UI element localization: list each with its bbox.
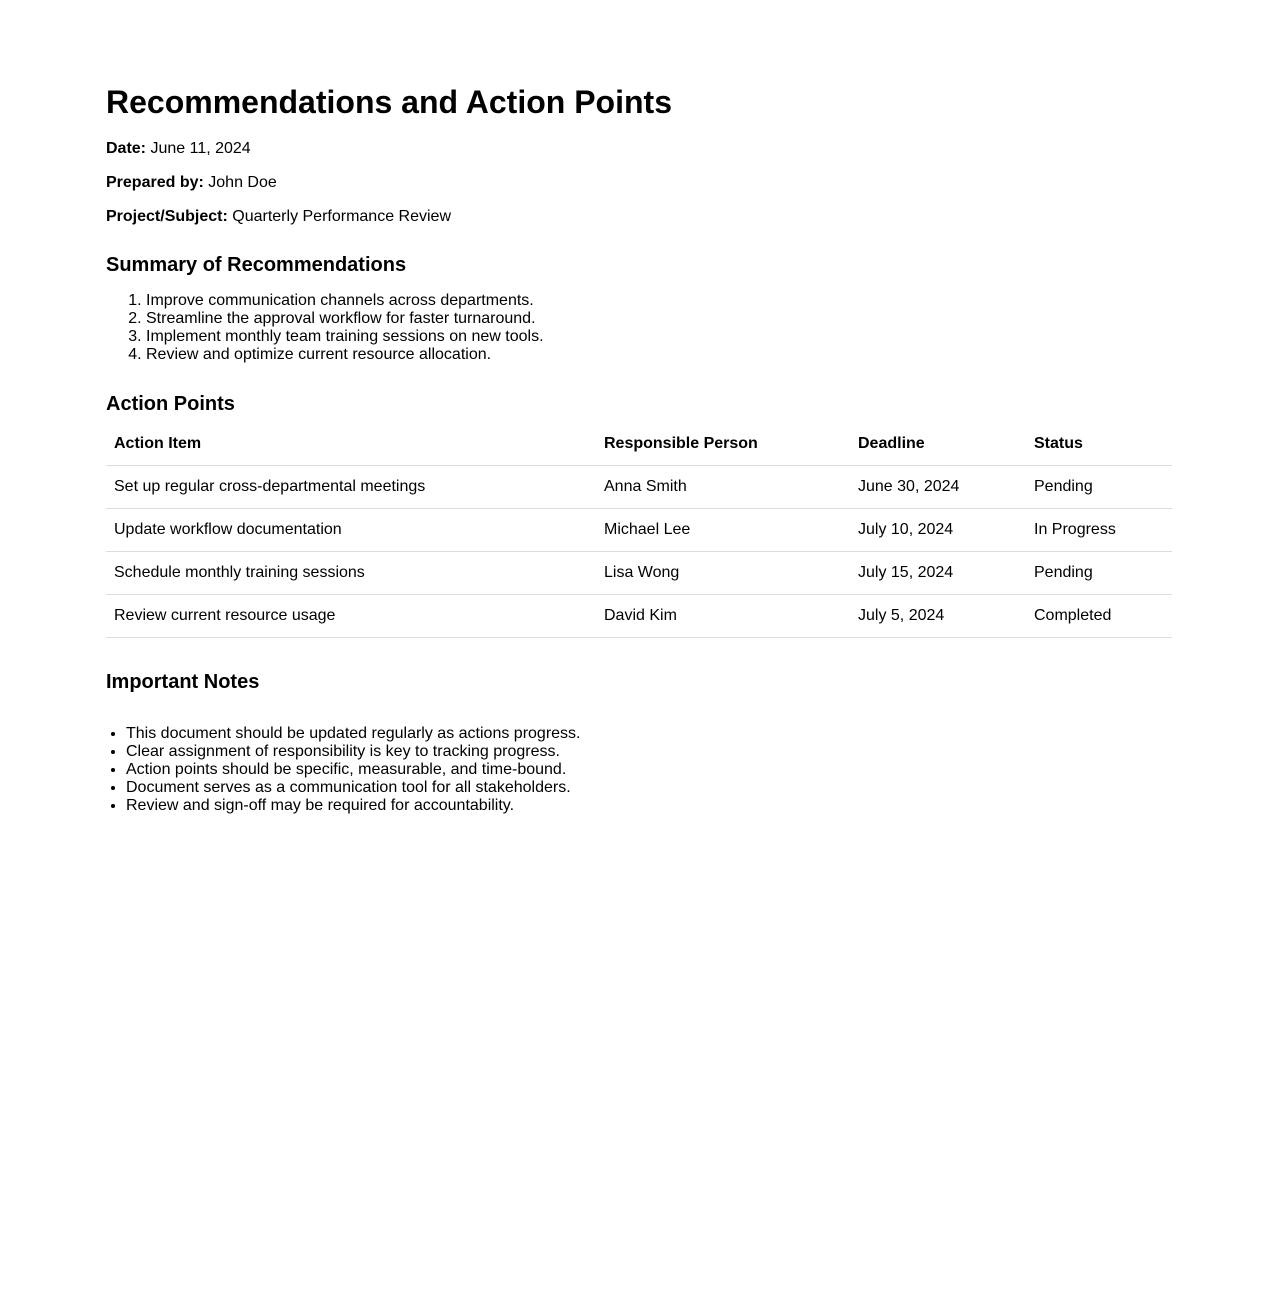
important-notes-list bbox=[106, 725, 580, 815]
note-item: • Clear assignment of responsibility is key to tracking progress. bbox=[126, 743, 580, 761]
note-item: • Document serves as a communication tool for all stakeholders. bbox=[126, 779, 580, 797]
meta-prepared-by bbox=[106, 174, 277, 192]
cell-responsible-person: David Kim bbox=[596, 595, 850, 638]
meta-prepared-value: John Doe bbox=[208, 174, 277, 191]
important-notes-heading: Important Notes bbox=[106, 671, 260, 693]
meta-project-label: Project/Subject: bbox=[106, 208, 228, 225]
cell-responsible-person: Anna Smith bbox=[596, 466, 850, 509]
note-item: • Review and sign-off may be required for accountability. bbox=[126, 797, 580, 815]
cell-deadline: July 10, 2024 bbox=[850, 509, 1026, 552]
cell-deadline: June 30, 2024 bbox=[850, 466, 1026, 509]
cell-responsible-person: Lisa Wong bbox=[596, 552, 850, 595]
cell-status: In Progress bbox=[1026, 509, 1172, 552]
meta-project-subject bbox=[106, 208, 451, 226]
note-item: • This document should be updated regularly as actions progress. bbox=[126, 725, 580, 743]
cell-status: Pending bbox=[1026, 466, 1172, 509]
table-header-row bbox=[106, 423, 1172, 466]
column-header-responsible-person: Responsible Person bbox=[596, 423, 850, 466]
cell-status: Completed bbox=[1026, 595, 1172, 638]
action-points-table bbox=[106, 423, 1172, 638]
action-points-heading: Action Points bbox=[106, 393, 235, 415]
summary-heading: Summary of Recommendations bbox=[106, 254, 407, 276]
page-title: Recommendations and Action Points bbox=[106, 84, 672, 120]
table-row bbox=[106, 552, 1172, 595]
cell-action-item: Review current resource usage bbox=[106, 595, 596, 638]
meta-prepared-label: Prepared by: bbox=[106, 174, 204, 191]
cell-status: Pending bbox=[1026, 552, 1172, 595]
column-header-deadline: Deadline bbox=[850, 423, 1026, 466]
meta-date bbox=[106, 140, 251, 158]
table-row bbox=[106, 466, 1172, 509]
cell-deadline: July 5, 2024 bbox=[850, 595, 1026, 638]
table-row bbox=[106, 509, 1172, 552]
cell-action-item: Update workflow documentation bbox=[106, 509, 596, 552]
cell-action-item: Set up regular cross-departmental meetings bbox=[106, 466, 596, 509]
note-item: • Action points should be specific, measurable, and time-bound. bbox=[126, 761, 580, 779]
meta-date-label: Date: bbox=[106, 140, 147, 157]
recommendation-item: 2. Streamline the approval workflow for faster turnaround. bbox=[146, 310, 544, 328]
cell-deadline: July 15, 2024 bbox=[850, 552, 1026, 595]
recommendation-item: 3. Implement monthly team training sessions on new tools. bbox=[146, 328, 544, 346]
table-row bbox=[106, 595, 1172, 638]
meta-project-value: Quarterly Performance Review bbox=[232, 208, 452, 225]
column-header-status: Status bbox=[1026, 423, 1172, 466]
recommendation-item: 1. Improve communication channels across departments. bbox=[146, 292, 544, 310]
column-header-action-item: Action Item bbox=[106, 423, 596, 466]
recommendation-item: 4. Review and optimize current resource allocation. bbox=[146, 346, 544, 364]
meta-date-value: June 11, 2024 bbox=[150, 140, 251, 157]
cell-responsible-person: Michael Lee bbox=[596, 509, 850, 552]
recommendations-list bbox=[106, 292, 544, 364]
cell-action-item: Schedule monthly training sessions bbox=[106, 552, 596, 595]
